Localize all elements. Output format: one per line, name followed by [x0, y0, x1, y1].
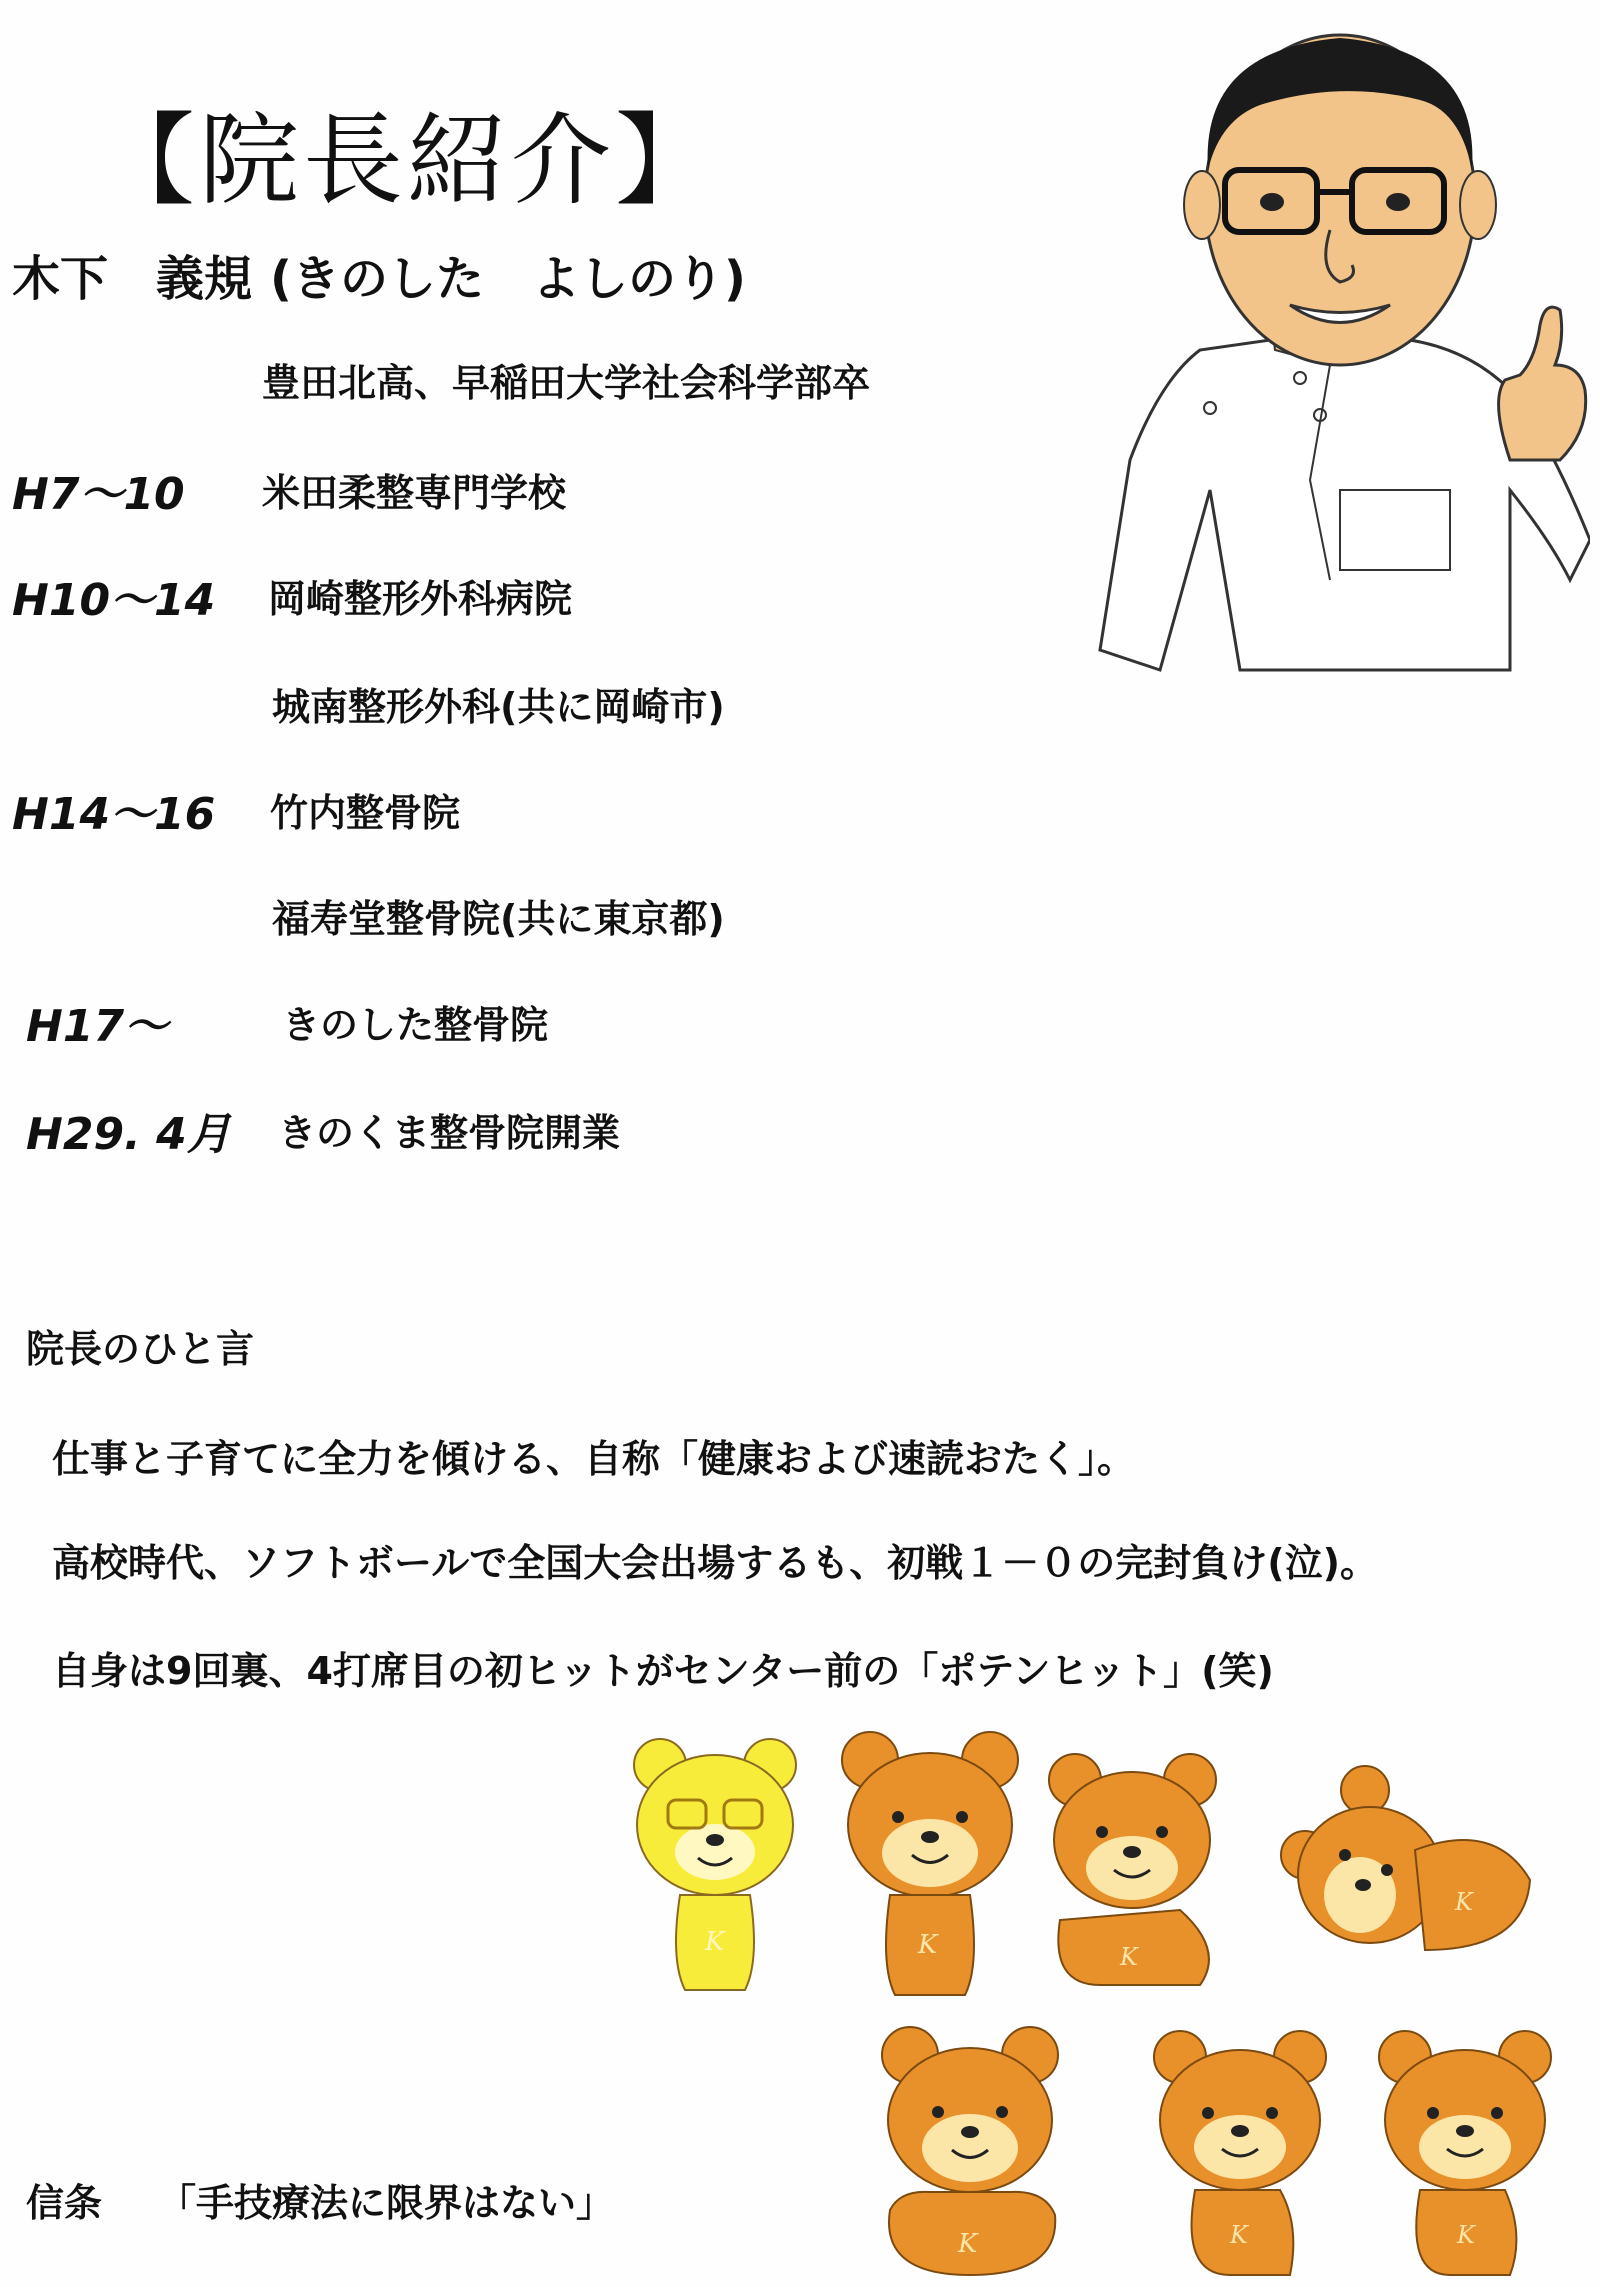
director-name-reading: (きのした よしのり) — [270, 251, 746, 307]
education: 豊田北高、早稲田大学社会科学部卒 — [262, 361, 871, 405]
career-place-1: 米田柔整専門学校 — [262, 471, 567, 515]
page-title: 【院長紹介】 — [95, 102, 719, 219]
mascot-letter-5: K — [958, 2229, 978, 2259]
career-period-4: H14～16 — [12, 789, 216, 840]
bear-mascot-thinking — [1375, 2025, 1555, 2280]
message-line-1: 仕事と子育てに全力を傾ける、自称「健康および速読おたく」。 — [52, 1437, 1136, 1481]
mascot-letter-3: K — [1120, 1943, 1138, 1971]
message-heading: 院長のひと言 — [26, 1327, 255, 1371]
bear-mascot-kneeling — [1150, 2025, 1330, 2280]
mascot-letter-6: K — [1230, 2221, 1248, 2249]
career-place-4: 竹内整骨院 — [270, 791, 461, 835]
career-period-2: H10～14 — [12, 575, 216, 626]
career-period-7: H29. 4月 — [26, 1109, 231, 1160]
doctor-caricature-illustration — [1090, 20, 1590, 680]
mascot-letter-4: K — [1455, 1888, 1473, 1916]
mascot-letter-7: K — [1457, 2221, 1475, 2249]
message-line-2: 高校時代、ソフトボールで全国大会出場するも、初戦１－０の完封負け(泣)。 — [52, 1541, 1378, 1585]
director-name: 木下 義規 — [12, 251, 253, 307]
bear-mascot-arms-open — [870, 2020, 1070, 2280]
bear-mascot-lying — [1275, 1760, 1535, 1980]
pointing-hand-icon — [1499, 307, 1586, 460]
bear-mascot-sitting — [1030, 1750, 1230, 1990]
message-line-3: 自身は9回裏、4打席目の初ヒットがセンター前の「ポテンヒット」(笑) — [52, 1649, 1274, 1693]
mascot-letter-2: K — [918, 1930, 938, 1960]
mascot-letter-1: K — [705, 1927, 725, 1957]
career-place-2: 岡崎整形外科病院 — [268, 577, 573, 621]
yellow-bear-with-glasses — [630, 1730, 800, 2000]
bear-mascot-standing — [840, 1725, 1020, 2000]
career-place-6: きのした整骨院 — [282, 1003, 549, 1047]
career-place-5: 福寿堂整骨院(共に東京都) — [272, 897, 725, 941]
career-place-3: 城南整形外科(共に岡崎市) — [272, 685, 725, 729]
motto-label: 信条 — [26, 2181, 103, 2225]
motto-text: 「手技療法に限界はない」 — [158, 2181, 615, 2225]
career-period-6: H17～ — [26, 1001, 169, 1052]
career-place-7: きのくま整骨院開業 — [278, 1111, 621, 1155]
career-period-1: H7～10 — [12, 469, 185, 520]
director-name-line — [12, 240, 746, 309]
